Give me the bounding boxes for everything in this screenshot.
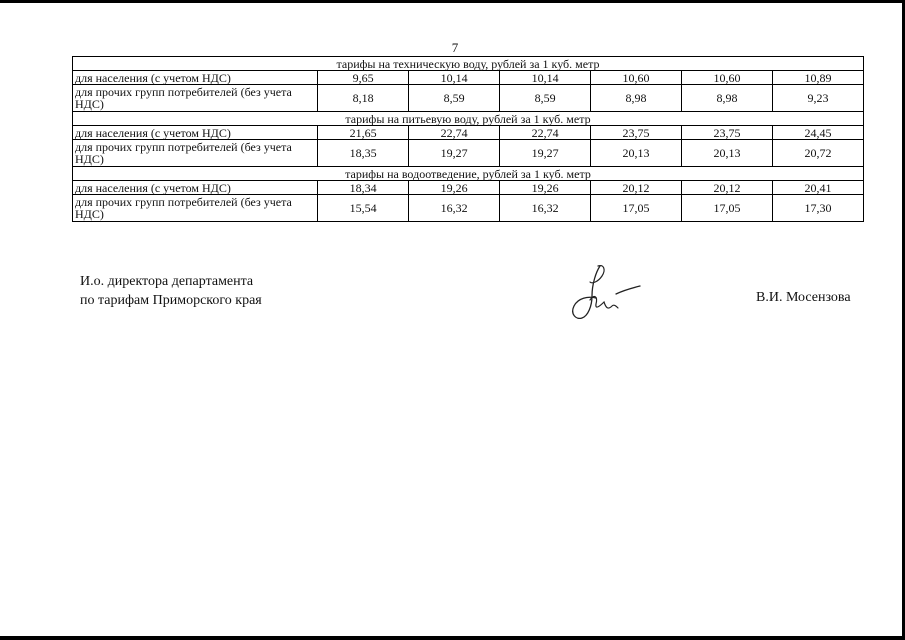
table-cell: 21,65 [318, 126, 409, 140]
signatory-position-line1: И.о. директора департамента [80, 274, 254, 289]
table-cell: 17,05 [591, 195, 682, 222]
section-title: тарифы на водоотведение, рублей за 1 куб. метр [73, 167, 864, 181]
section-header-row [73, 167, 864, 181]
table-cell: 8,18 [318, 85, 409, 112]
signatory-name: В.И. Мосензова [756, 290, 851, 305]
table-cell: 10,60 [682, 71, 773, 85]
page-number: 7 [451, 40, 459, 55]
table-row [73, 140, 864, 167]
table-row [73, 181, 864, 195]
table-cell: 8,59 [409, 85, 500, 112]
table-cell: 17,30 [772, 195, 863, 222]
table-cell: 20,41 [772, 181, 863, 195]
table-cell: 18,35 [318, 140, 409, 167]
table-row [73, 85, 864, 112]
section-title: тарифы на техническую воду, рублей за 1 куб. метр [73, 57, 864, 71]
scan-edge-bottom [0, 636, 905, 640]
scan-edge-top [0, 0, 905, 3]
table-cell: 10,14 [409, 71, 500, 85]
table-cell: 18,34 [318, 181, 409, 195]
table-cell: 16,32 [409, 195, 500, 222]
table-cell: 23,75 [682, 126, 773, 140]
row-label: для прочих групп потребителей (без учета НДС) [73, 140, 318, 167]
row-label: для населения (с учетом НДС) [73, 126, 318, 140]
table-row [73, 126, 864, 140]
table-cell: 9,65 [318, 71, 409, 85]
signatory-position [80, 272, 262, 310]
table-cell: 10,14 [500, 71, 591, 85]
row-label: для населения (с учетом НДС) [73, 71, 318, 85]
table-cell: 19,27 [409, 140, 500, 167]
table-cell: 16,32 [500, 195, 591, 222]
table-cell: 8,98 [591, 85, 682, 112]
table-row [73, 71, 864, 85]
table-cell: 23,75 [591, 126, 682, 140]
row-label: для прочих групп потребителей (без учета НДС) [73, 195, 318, 222]
tariff-table [72, 56, 864, 222]
table-cell: 10,60 [591, 71, 682, 85]
table-cell: 9,23 [772, 85, 863, 112]
row-label: для прочих групп потребителей (без учета НДС) [73, 85, 318, 112]
table-cell: 20,13 [591, 140, 682, 167]
section-title: тарифы на питьевую воду, рублей за 1 куб. метр [73, 112, 864, 126]
section-header-row [73, 112, 864, 126]
table-row [73, 195, 864, 222]
table-cell: 17,05 [682, 195, 773, 222]
table-cell: 22,74 [409, 126, 500, 140]
table-cell: 20,72 [772, 140, 863, 167]
table-cell: 19,26 [409, 181, 500, 195]
table-cell: 8,98 [682, 85, 773, 112]
handwritten-signature-icon [562, 262, 642, 326]
table-cell: 10,89 [772, 71, 863, 85]
signatory-position-line2: по тарифам Приморского края [80, 293, 262, 308]
table-cell: 20,12 [591, 181, 682, 195]
table-cell: 15,54 [318, 195, 409, 222]
row-label: для населения (с учетом НДС) [73, 181, 318, 195]
table-cell: 19,26 [500, 181, 591, 195]
section-header-row [73, 57, 864, 71]
table-cell: 19,27 [500, 140, 591, 167]
table-cell: 20,12 [682, 181, 773, 195]
table-cell: 24,45 [772, 126, 863, 140]
table-cell: 20,13 [682, 140, 773, 167]
table-cell: 22,74 [500, 126, 591, 140]
table-cell: 8,59 [500, 85, 591, 112]
